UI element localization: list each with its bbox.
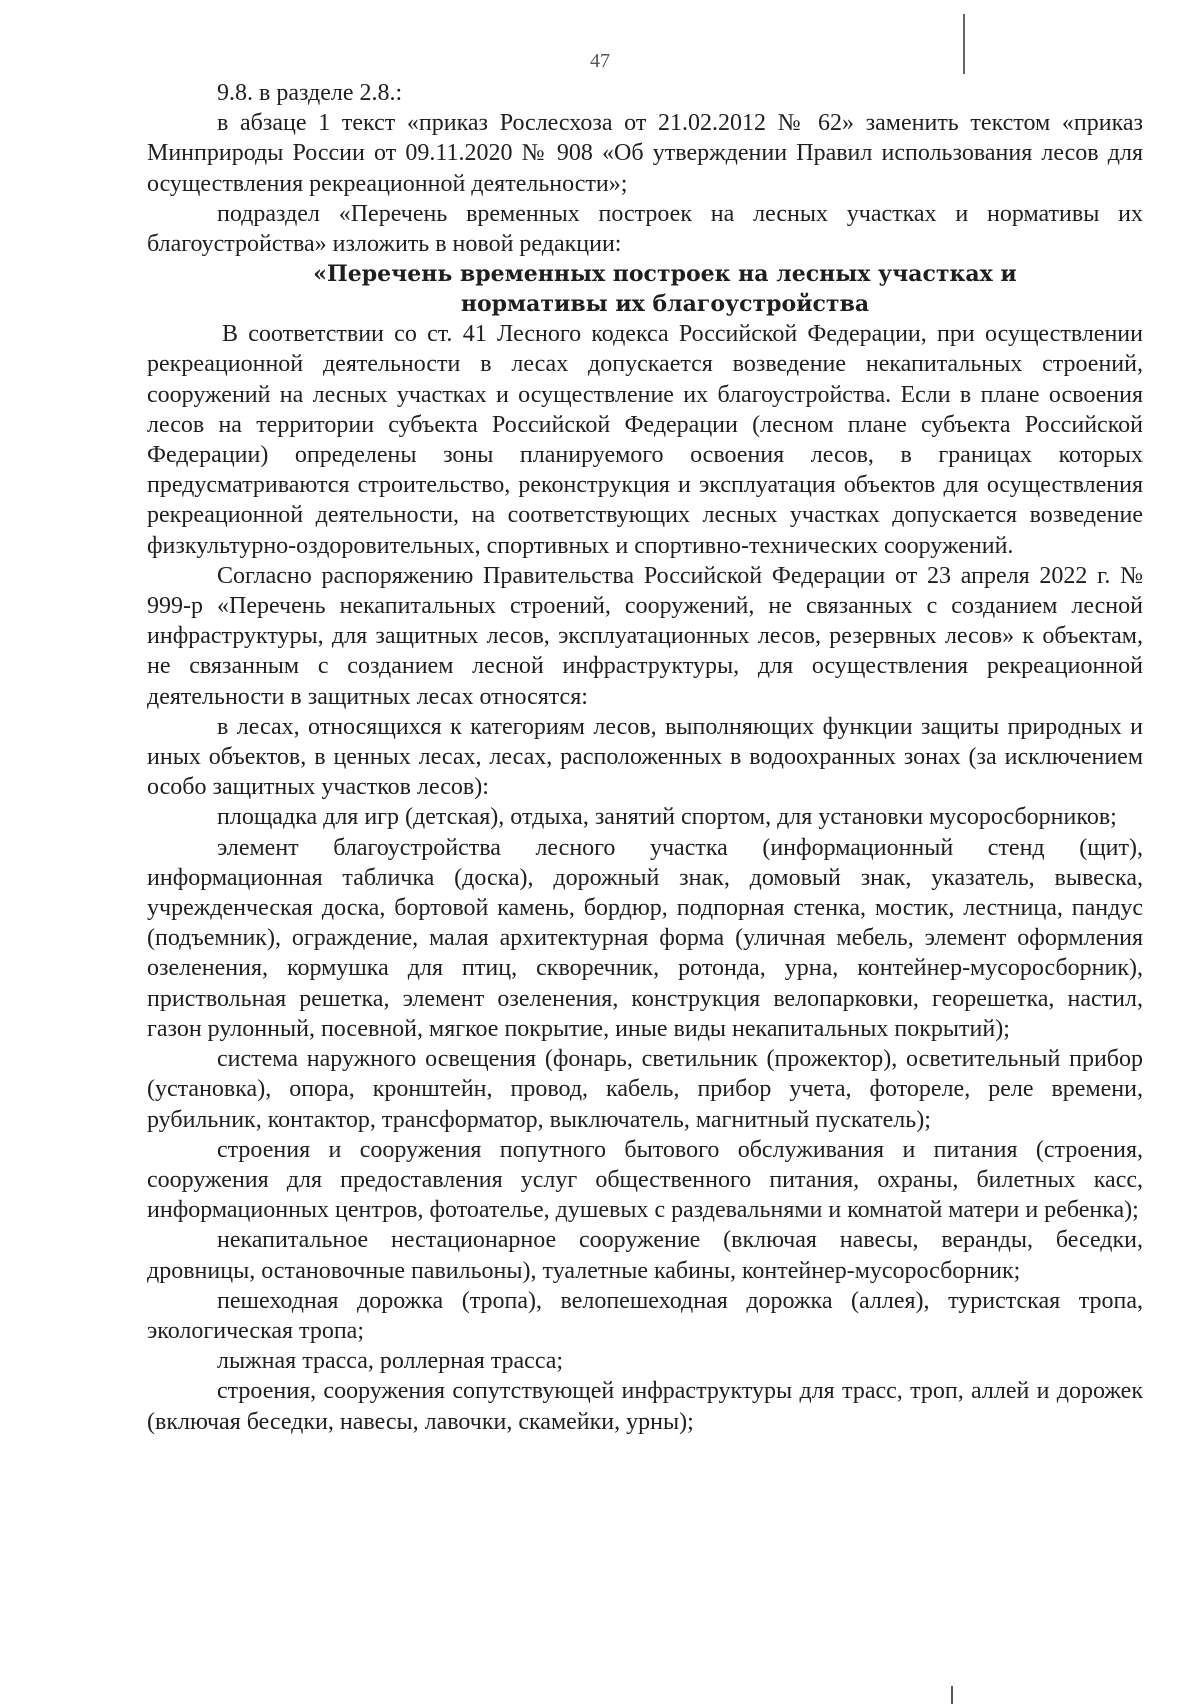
list-item-landscaping: элемент благоустройства лесного участка (информационный стенд (щит), информационная табличка (доска), дорожный знак, домовый знак, указатель, вывеска, учрежденческая доска, бортовой камень, бордюр, подпорная стенка, мостик, лестница, пандус (подъемник), ограждение, малая архитектурная форма (уличная мебель, элемент оформления озеленения, кормушка для птиц, скворечник, ротонда, урна, контейнер-мусоросборник), приствольная решетка, элемент озеленения, конструкция велопарковки, георешетка, настил, газон рулонный, посевной, мягкое покрытие, иные виды некапитальных покрытий);: [147, 834, 1143, 1042]
list-item-paths: пешеходная дорожка (тропа), велопешеходная дорожка (аллея), туристская тропа, экологическая тропа;: [147, 1287, 1143, 1344]
list-item-temporary-structures: некапитальное нестационарное сооружение (включая навесы, веранды, беседки, дровницы, остановочные павильоны), туалетные кабины, контейнер-мусоросборник;: [147, 1227, 1143, 1284]
paragraph-legal-basis: В соответствии со ст. 41 Лесного кодекса Российской Федерации, при осуществлении рекреационной деятельности в лесах допускается возведение некапитальных строений, сооружений на лесных участках и осуществление их благоустройства. Если в плане освоения лесов на территории субъекта Российской Федерации (лесном плане субъекта Российской Федерации) определены зоны планируемого освоения лесов, в границах которых предусматриваются строительство, реконструкция и эксплуатация объектов для осуществления рекреационной деятельности, на соответствующих лесных участках допускается возведение физкультурно-оздоровительных, спортивных и спортивно-технических сооружений.: [147, 321, 1143, 559]
page-number: 47: [590, 50, 610, 72]
section-heading-line-1: «Перечень временных построек на лесных участках и: [313, 261, 1017, 288]
list-item-service-buildings: строения и сооружения попутного бытового обслуживания и питания (строения, сооружения для предоставления услуг общественного питания, охраны, билетных касс, информационных центров, фотоателье, душевых с раздевальнями и комнатой матери и ребенка);: [147, 1136, 1143, 1224]
section-heading-line-2: нормативы их благоустройства: [460, 291, 870, 318]
paragraph-amendment-2: подраздел «Перечень временных построек на лесных участках и нормативы их благоустройства» изложить в новой редакции:: [147, 200, 1143, 258]
list-item-infrastructure: строения, сооружения сопутствующей инфраструктуры для трасс, троп, аллей и дорожек (включая беседки, навесы, лавочки, скамейки, урны);: [147, 1378, 1143, 1435]
section-reference: 9.8. в разделе 2.8.:: [217, 80, 403, 106]
paragraph-forest-categories: в лесах, относящихся к категориям лесов, выполняющих функции защиты природных и иных объектов, в ценных лесах, лесах, расположенных в водоохранных зонах (за исключением особо защитных участков лесов):: [147, 713, 1143, 801]
document-body: [147, 78, 1143, 1437]
paragraph-amendment-1: в абзаце 1 текст «приказ Рослесхоза от 21.02.2012 № 62» заменить текстом «приказ Минприроды России от 09.11.2020 № 908 «Об утверждении Правил использования лесов для осуществления рекреационной деятельности»;: [147, 110, 1143, 197]
scan-edge-mark-bottom: [951, 1686, 953, 1704]
section-heading: [147, 259, 1143, 319]
paragraph-government-order: Согласно распоряжению Правительства Российской Федерации от 23 апреля 2022 г. № 999-р «Перечень некапитальных строений, сооружений, не связанных с созданием лесной инфраструктуры, для защитных лесов, эксплуатационных лесов, резервных лесов» к объектам, не связанным с созданием лесной инфраструктуры, для осуществления рекреационной деятельности в защитных лесах относятся:: [147, 562, 1143, 710]
list-item-lighting: система наружного освещения (фонарь, светильник (прожектор), осветительный прибор (установка), опора, кронштейн, провод, кабель, прибор учета, фотореле, реле времени, рубильник, контактор, трансформатор, выключатель, магнитный пускатель);: [147, 1046, 1143, 1133]
list-item-ski-tracks: лыжная трасса, роллерная трасса;: [217, 1348, 564, 1375]
list-item-playground: площадка для игр (детская), отдыха, занятий спортом, для установки мусоросборников;: [217, 804, 1117, 831]
